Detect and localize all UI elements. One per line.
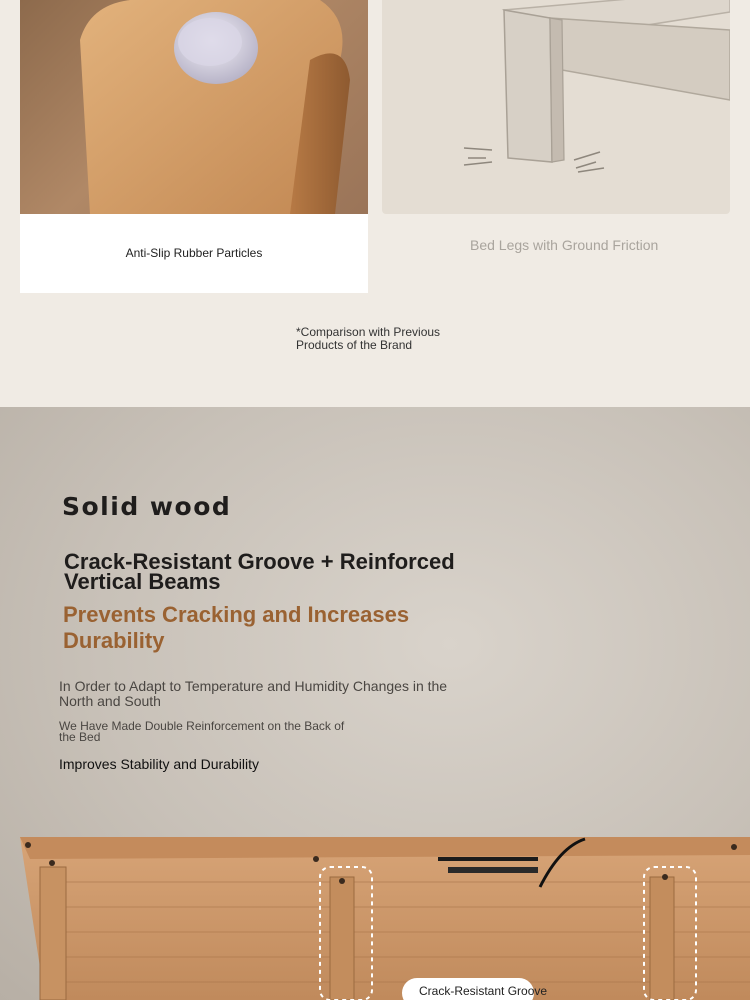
bed-frame-sketch — [382, 0, 730, 214]
feature-paragraph-3: Improves Stability and Durability — [59, 756, 259, 772]
rubber-particle-photo — [20, 0, 368, 214]
comparison-footnote: *Comparison with Previous Products of the Brand — [296, 325, 441, 352]
wood-leg-illustration — [20, 0, 368, 214]
feature-subheading: Prevents Cracking and Increases Durability — [63, 602, 410, 653]
friction-leg-photo — [382, 0, 730, 214]
comparison-card-new — [20, 0, 368, 293]
brand-title: Solid wood — [62, 492, 232, 521]
anti-slip-caption: Anti-Slip Rubber Particles — [125, 246, 263, 260]
solid-wood-section — [0, 407, 750, 1000]
headboard-illustration — [0, 837, 750, 1000]
feature-paragraph-1: In Order to Adapt to Temperature and Humidity Changes in the North and South — [59, 678, 448, 709]
feature-paragraph-2: We Have Made Double Reinforcement on the Back of the Bed — [59, 719, 345, 744]
comparison-section — [0, 0, 750, 407]
groove-label: Crack-Resistant Groove — [419, 984, 548, 998]
friction-caption: Bed Legs with Ground Friction — [470, 237, 659, 253]
feature-heading: Crack-Resistant Groove + Reinforced Vertical Beams — [64, 549, 455, 594]
